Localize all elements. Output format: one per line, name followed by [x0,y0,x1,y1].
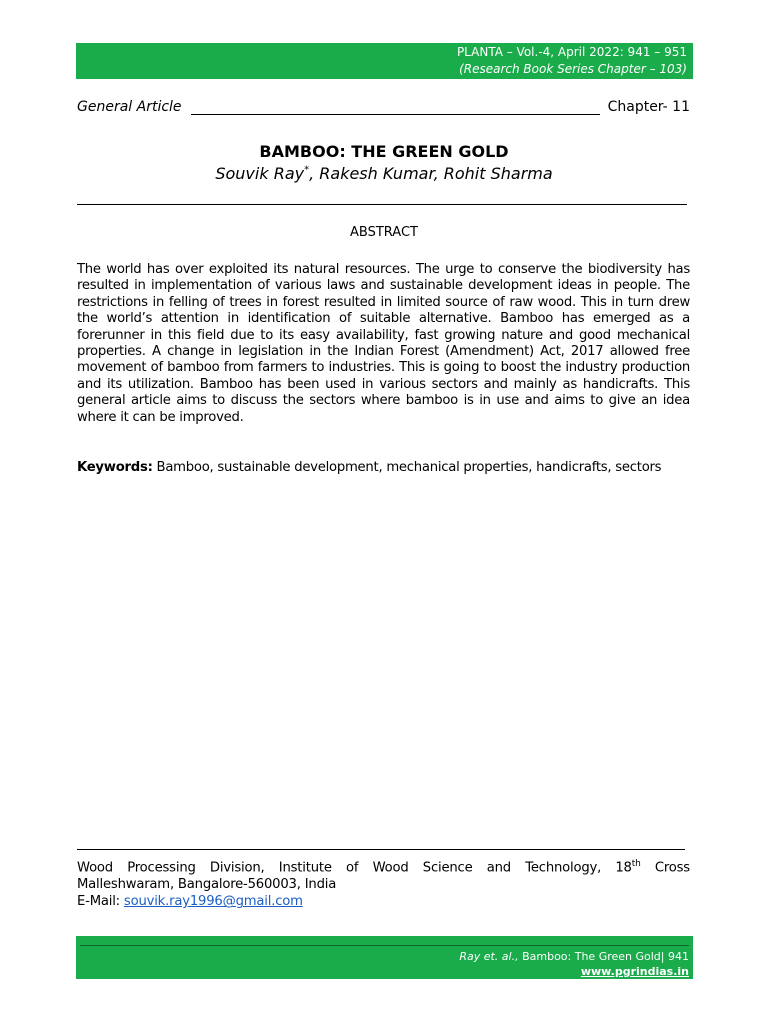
header-band [76,43,693,79]
affiliation-line-2: Malleshwaram, Bangalore-560003, India [77,877,337,893]
abstract-heading: ABSTRACT [350,225,418,240]
paper-title: BAMBOO: THE GREEN GOLD [259,142,509,161]
footnote [77,856,690,910]
email-line [77,893,690,910]
article-line-rule [191,114,600,115]
footer-rule [80,945,689,946]
affiliation-text: Wood Processing Division, Institute of Wood Science and Technology, 18 [77,860,632,876]
chapter-label: Chapter- 11 [607,99,690,115]
running-title: Bamboo: The Green Gold| 941 [518,950,689,963]
footnote-divider [77,849,685,850]
affiliation-sup: th [631,859,641,869]
article-type-line [77,99,690,119]
author-rest: , Rakesh Kumar, Rohit Sharma [309,164,553,183]
title-divider [77,204,687,205]
author-mark: * [304,164,310,176]
author-first: Souvik Ray [215,164,305,183]
keywords-text: Bamboo, sustainable development, mechanical properties, handicrafts, sectors [152,460,662,475]
running-footer [459,950,689,963]
email-label: E-Mail: [77,894,124,910]
website-link[interactable]: www.pgrindias.in [580,965,689,978]
running-authors: Ray et. al., [459,950,519,963]
affiliation-text-2: Cross [640,860,690,876]
keywords-label: Keywords: [77,460,153,475]
authors [0,164,768,183]
series-line: (Research Book Series Chapter – 103) [459,62,687,76]
journal-line: PLANTA – Vol.-4, April 2022: 941 – 951 [456,45,687,59]
footer-band [76,936,693,979]
keywords [77,460,697,475]
abstract-text: The world has over exploited its natural resources. The urge to conserve the biodiversity has resulted in implementation of various laws and sustainable development ideas in people. The restrictions in felling of trees in forest resulted in limited source of raw wood. This in turn drew the world’s attention in identification of suitable alternative. Bamboo has emerged as a forerunner in this field due to its easy availability, fast growing nature and good mechanical properties. A change in legislation in the Indian Forest (Amendment) Act, 2017 allowed free movement of bamboo from farmers to industries. This is going to boost the industry production and its utilization. Bamboo has been used in various sectors and mainly as handicrafts. This general article aims to discuss the sectors where bamboo is in use and aims to give an idea where it can be improved. [77,262,690,425]
affiliation-line-1 [77,856,690,876]
article-type: General Article [77,99,182,115]
email-link[interactable]: souvik.ray1996@gmail.com [123,894,303,910]
